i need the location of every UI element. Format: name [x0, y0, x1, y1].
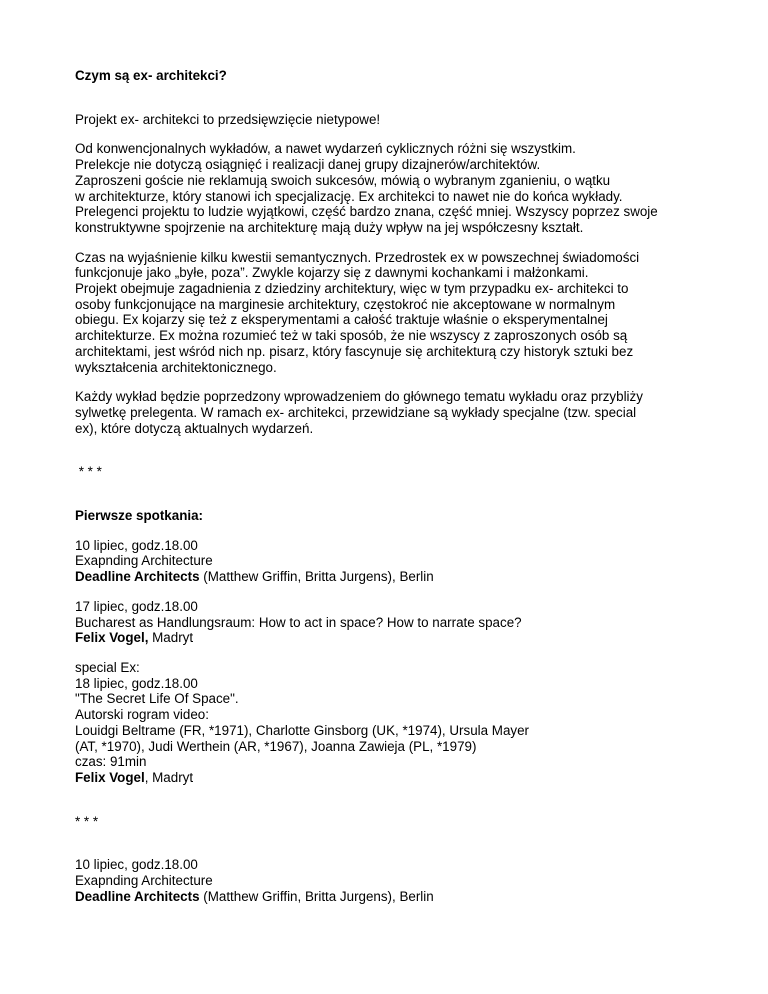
- event-item: [75, 599, 725, 646]
- paragraph-line: architekturze. Ex można rozumieć też w taki sposób, że nie wszyscy z zaproszonych osób są: [75, 328, 628, 344]
- event-details: Madryt: [148, 630, 194, 646]
- paragraph-line: osoby funkcjonujące na marginesie architektury, częstokroć nie akceptowane w normalnym: [75, 296, 616, 312]
- special-duration: czas: 91min: [75, 754, 147, 770]
- event-speaker: Felix Vogel,: [75, 630, 149, 646]
- event-speaker: Deadline Architects: [75, 888, 200, 904]
- special-program: Autorski rogram video:: [75, 707, 209, 723]
- paragraph-line: Prelekcje nie dotyczą osiągnięć i realizacji danej grupy dizajnerów/architektów.: [75, 157, 541, 173]
- special-speaker-line: [75, 770, 725, 786]
- event-speaker-line: [75, 630, 725, 646]
- paragraph-line: funkcjonuje jako „byłe, poza”. Zwykle kojarzy się z dawnymi kochankami i małżonkami.: [75, 265, 589, 281]
- section-heading: Pierwsze spotkania:: [75, 508, 204, 524]
- special-label: special Ex:: [75, 659, 140, 675]
- paragraph-line: ex), które dotyczą aktualnych wydarzeń.: [75, 420, 314, 436]
- special-event: [75, 660, 725, 786]
- special-title: "The Secret Life Of Space".: [75, 691, 239, 707]
- paragraph-1: [75, 141, 725, 235]
- paragraph-line: Czas na wyjaśnienie kilku kwestii semantycznych. Przedrostek ex w powszechnej świadomości: [75, 249, 640, 265]
- paragraph-line: w architekturze, który stanowi ich specjalizację. Ex architekci to nawet nie do końca wykłady.: [75, 188, 623, 204]
- event-title: Exapnding Architecture: [75, 553, 213, 569]
- event-title: Exapnding Architecture: [75, 873, 213, 889]
- separator-stars: * * *: [75, 464, 102, 480]
- event-speaker-line: [75, 569, 725, 585]
- intro-text: Projekt ex- architekci to przedsięwzięcie nietypowe!: [75, 111, 381, 127]
- paragraph-line: sylwetkę prelegenta. W ramach ex- architekci, przewidziane są wykłady specjalne (tzw. special: [75, 404, 637, 420]
- event-item: [75, 857, 725, 904]
- paragraph-line: konstruktywne spojrzenie na architekturę mają duży wpływ na jej współczesny kształt.: [75, 219, 584, 235]
- event-title: Bucharest as Handlungsraum: How to act in space? How to narrate space?: [75, 614, 522, 630]
- event-item: [75, 538, 725, 585]
- special-speaker: Felix Vogel: [75, 769, 145, 785]
- event-details: (Matthew Griffin, Britta Jurgens), Berlin: [199, 569, 434, 585]
- separator-stars: * * *: [75, 813, 99, 829]
- event-date: 17 lipiec, godz.18.00: [75, 598, 198, 614]
- paragraph-line: Zaproszeni goście nie reklamują swoich sukcesów, mówią o wybranym zganieniu, o wątku: [75, 172, 611, 188]
- event-date: 10 lipiec, godz.18.00: [75, 857, 198, 873]
- paragraph-line: architektami, jest wśród nich np. pisarz, który fascynuje się architekturą czy historyk sztuki bez: [75, 343, 634, 359]
- special-date: 18 lipiec, godz.18.00: [75, 675, 198, 691]
- page-title: Czym są ex- architekci?: [75, 68, 227, 83]
- special-details: , Madryt: [144, 769, 194, 785]
- paragraph-2: [75, 250, 725, 376]
- paragraph-line: Każdy wykład będzie poprzedzony wprowadzeniem do głównego tematu wykładu oraz przybliży: [75, 389, 643, 405]
- event-speaker-line: [75, 889, 725, 905]
- paragraph-line: Projekt obejmuje zagadnienia z dziedziny architektury, więc w tym przypadku ex- architekci to: [75, 281, 629, 297]
- paragraph-3: [75, 389, 725, 436]
- event-details: (Matthew Griffin, Britta Jurgens), Berlin: [199, 888, 434, 904]
- special-artists: (AT, *1970), Judi Werthein (AR, *1967), Joanna Zawieja (PL, *1979): [75, 738, 477, 754]
- paragraph-line: wykształcenia architektonicznego.: [75, 359, 277, 375]
- event-date: 10 lipiec, godz.18.00: [75, 537, 198, 553]
- paragraph-line: Prelegenci projektu to ludzie wyjątkowi, część bardzo znana, część mniej. Wszyscy poprzez swoje: [75, 204, 658, 220]
- special-artists: Louidgi Beltrame (FR, *1971), Charlotte Ginsborg (UK, *1974), Ursula Mayer: [75, 722, 529, 738]
- event-speaker: Deadline Architects: [75, 569, 200, 585]
- document-page: [75, 68, 725, 904]
- paragraph-line: Od konwencjonalnych wykładów, a nawet wydarzeń cyklicznych różni się wszystkim.: [75, 141, 576, 157]
- paragraph-line: obiegu. Ex kojarzy się też z eksperymentami a całość traktuje właśnie o eksperymentalnej: [75, 312, 608, 328]
